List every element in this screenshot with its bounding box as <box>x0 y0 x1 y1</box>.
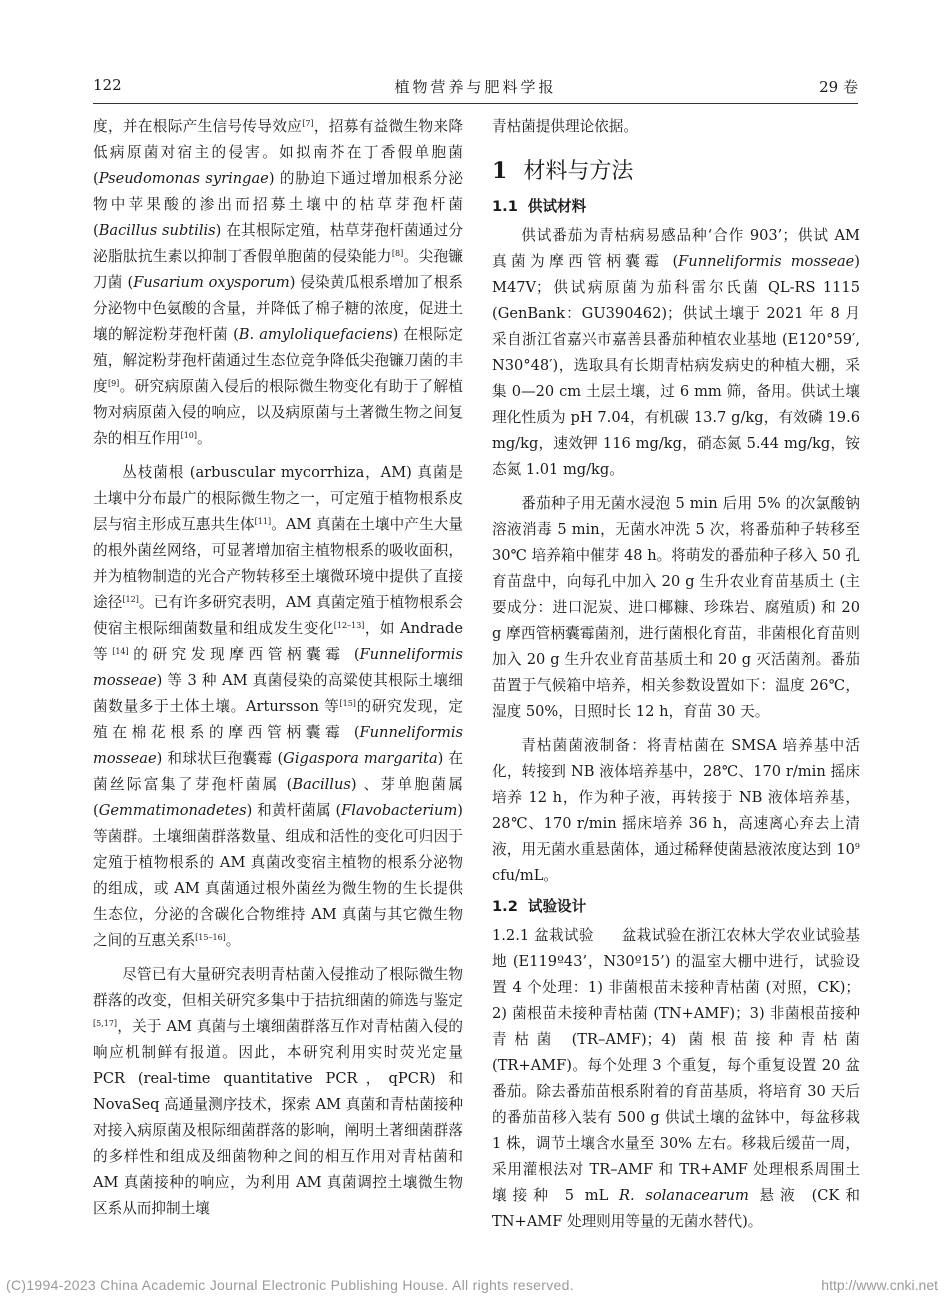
journal-title: 植物营养与肥料学报 <box>394 78 557 96</box>
subsubsection-label: 1.2.1 盆栽试验 <box>492 927 594 944</box>
subsection-heading-design: 1.2 试验设计 <box>492 898 587 915</box>
paragraph-continuation: 青枯菌提供理论依据。 <box>492 118 638 135</box>
section-heading-methods: 1 材料与方法 <box>492 158 634 184</box>
subsection-heading-materials: 1.1 供试材料 <box>492 198 587 215</box>
right-column <box>492 114 860 1235</box>
paragraph-pot-experiment: 1.2.1 盆栽试验 盆栽试验在浙江农林大学农业试验基地 (E119º43’，N30º15’) 的温室大棚中进行，试验设置 4 个处理：1) 非菌根苗未接种青枯菌 (对照，CK)；2) 菌根苗未接种青枯菌 (TN+AMF)；3) 非菌根苗接种青枯菌 (TR–AMF)；4) 菌根苗接种青枯菌 (TR+AMF)。每个处理 3 个重复，每个重复设置 20 盆番茄。除去番茄苗根系附着的育苗基质，将培育 30 天后的番茄苗移入装有 500 g 供试土壤的盆钵中，每盆移栽 1 株，调节土壤含水量至 30% 左右。移栽后缓苗一周，采用灌根法对 TR–AMF 和 TR+AMF 处理根系周围土壤接种 5 mL R. solanacearum 悬液 (CK和 TN+AMF 处理则用等量的无菌水替代)。 <box>492 927 861 1230</box>
paragraph-root-signaling: 度，并在根际产生信号传导效应[7]，招募有益微生物来降低病原菌对宿主的侵害。如拟南芥在丁香假单胞菌 (Pseudomonas syringae) 的胁迫下通过增加根系分泌物中苹果酸的渗出而招募土壤中的枯草芽孢杆菌 (Bacillus subtilis) 在其根际定殖，枯草芽孢杆菌通过分泌脂肽抗生素以抑制丁香假单胞菌的侵染能力[8]。尖孢镰刀菌 (Fusarium oxysporum) 侵染黄瓜根系增加了根系分泌物中色氨酸的含量，并降低了棉子糖的浓度，促进土壤的解淀粉芽孢杆菌 (B. amyloliquefaciens) 在根际定殖，解淀粉芽孢杆菌通过生态位竞争降低尖孢镰刀菌的丰度[9]。研究病原菌入侵后的根际微生物变化有助于了解植物对病原菌入侵的响应，以及病原菌与土著微生物之间复杂的相互作用[10]。 <box>93 118 463 447</box>
copyright-notice: (C)1994-2023 China Academic Journal Electronic Publishing House. All rights reserved. <box>6 1277 574 1293</box>
citation[interactable]: [9] <box>107 379 120 388</box>
paragraph-seed-preparation: 番茄种子用无菌水浸泡 5 min 后用 5% 的次氯酸钠溶液消毒 5 min，无菌水冲洗 5 次，将番茄种子转移至 30℃ 培养箱中催芽 48 h。将萌发的番茄种子移入 50 孔育苗盘中，向每孔中加入 20 g 生升农业育苗基质土 (主要成分：进口泥炭、进口椰糠、珍珠岩、腐殖质) 和 20 g 摩西管柄囊霉菌剂，进行菌根化育苗，非菌根化育苗则加入 20 g 生升农业育苗基质土和 20 g 灭活菌剂。番茄苗置于气候箱中培养，相关参数设置如下：温度 26℃，湿度 50%，日照时长 12 h，育苗 30 天。 <box>492 495 860 720</box>
citation[interactable]: [14] <box>112 647 129 656</box>
volume-label: 29 卷 <box>819 78 858 96</box>
left-column <box>93 114 463 1222</box>
citation[interactable]: [15–16] <box>195 933 226 942</box>
paragraph-inoculum-preparation: 青枯菌菌液制备：将青枯菌在 SMSA 培养基中活化，转接到 NB 液体培养基中，28℃、170 r/min 摇床培养 12 h，作为种子液，再转接于 NB 液体培养基，28℃、170 r/min 摇床培养 36 h，高速离心弃去上清液，用无菌水重悬菌体，通过稀释使菌悬液浓度达到 $10^9$ cfu/mL。 <box>492 737 860 884</box>
paragraph-am-fungi: 丛枝菌根 (arbuscular mycorrhiza，AM) 真菌是土壤中分布最广的根际微生物之一，可定殖于植物根系皮层与宿主形成互惠共生体[11]。AM 真菌在土壤中产生大量的根外菌丝网络，可显著增加宿主植物根系的吸收面积，并为植物制造的光合产物转移至土壤微环境中提供了直接途径[12]。已有许多研究表明，AM 真菌定殖于植物根系会使宿主根际细菌数量和组成发生变化[12–13]，如 Andrade 等[14]的研究发现摩西管柄囊霉 (Funneliformis mosseae) 等 3 种 AM 真菌侵染的高粱使其根际土壤细菌数量多于土体土壤。Artursson 等[15]的研究发现，定殖在棉花根系的摩西管柄囊霉 (Funneliformis mosseae) 和球状巨孢囊霉 (Gigaspora margarita) 在菌丝际富集了芽孢杆菌属 (Bacillus) 、芽单胞菌属 (Gemmatimonadetes) 和黄杆菌属 (Flavobacterium) 等菌群。土壤细菌群落数量、组成和活性的变化可归因于定殖于植物根系的 AM 真菌改变宿主植物的根系分泌物的组成，或 AM 真菌通过根外菌丝为微生物的生长提供生态位，分泌的含碳化合物维持 AM 真菌与其它微生物之间的互惠关系[15–16]。 <box>93 464 463 949</box>
paragraph-study-aim: 尽管已有大量研究表明青枯菌入侵推动了根际微生物群落的改变，但相关研究多集中于拮抗细菌的筛选与鉴定[5,17]，关于 AM 真菌与土壤细菌群落互作对青枯菌入侵的响应机制鲜有报道。因此，本研究利用实时荧光定量 PCR (real-time quantitative PCR，qPCR) 和 NovaSeq 高通量测序技术，探索 AM 真菌和青枯菌接种对接入病原菌及根际细菌群落的影响，阐明土著细菌群落的多样性和组成及细菌物种之间的相互作用对青枯菌和 AM 真菌接种的响应，为利用 AM 真菌调控土壤微生物区系从而抑制土壤 <box>93 966 463 1217</box>
citation[interactable]: [5,17] <box>93 1019 118 1028</box>
page-number: 122 <box>93 76 122 94</box>
citation[interactable]: [10] <box>180 431 197 440</box>
page-footer <box>0 1277 950 1297</box>
footer-link[interactable]: http://www.cnki.net <box>821 1277 938 1293</box>
citation[interactable]: [7] <box>302 119 314 128</box>
citation[interactable]: [12–13] <box>333 621 365 630</box>
running-head <box>93 76 858 100</box>
citation[interactable]: [8] <box>391 249 404 258</box>
citation[interactable]: [15] <box>339 699 356 708</box>
header-rule <box>93 103 858 104</box>
paragraph-test-materials: 供试番茄为青枯病易感品种‘合作 903’；供试 AM 真菌为摩西管柄囊霉 (Funneliformis mosseae) M47V；供试病原菌为茄科雷尔氏菌 QL-RS 1115 (GenBank：GU390462)；供试土壤于 2021 年 8 月采自浙江省嘉兴市嘉善县番茄种植农业基地 (E120°59′, N30°48′)，选取具有长期青枯病发病史的种植大棚，采集 0—20 cm 土层土壤，过 6 mm 筛，备用。供试土壤理化性质为 pH 7.04，有机碳 13.7 g/kg，有效磷 19.6 mg/kg，速效钾 116 mg/kg，硝态氮 5.44 mg/kg，铵态氮 1.01 mg/kg。 <box>492 227 860 478</box>
citation[interactable]: [12] <box>122 595 139 604</box>
citation[interactable]: [11] <box>254 517 272 526</box>
